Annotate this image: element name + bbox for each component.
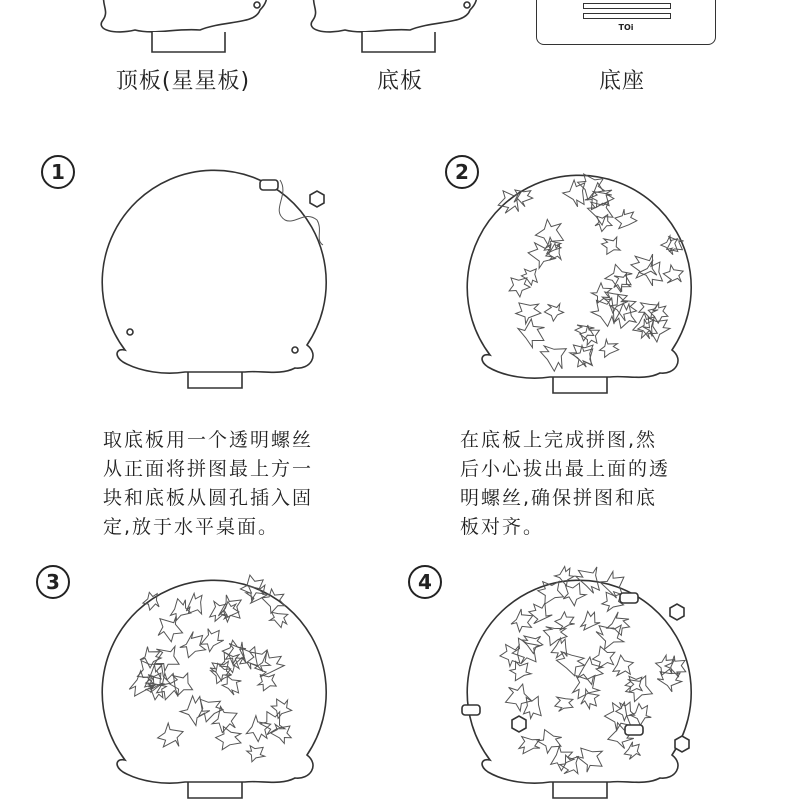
globe-base-tab — [188, 372, 242, 388]
part-label-bottom-board: 底板 — [376, 69, 423, 94]
step-1-description — [103, 426, 343, 542]
globe-base-tab — [188, 782, 242, 798]
desc-line: 板对齐。 — [460, 516, 545, 538]
globe-base-tab — [553, 377, 607, 393]
step-1-globe-illustration — [95, 150, 335, 400]
mount-hole — [127, 329, 133, 335]
mount-hole — [292, 347, 298, 353]
nut-icon — [675, 736, 689, 752]
step-2-globe-illustration — [460, 155, 700, 405]
base-slot-2 — [583, 13, 671, 19]
nut-icon — [310, 191, 324, 207]
globe-outline — [102, 170, 326, 373]
screw-icon — [620, 593, 638, 603]
screw-icon — [260, 180, 278, 190]
desc-line: 后小心拔出最上面的透 — [460, 458, 671, 480]
base-stamp: TOi — [618, 23, 634, 32]
part-label-top-board: 顶板(星星板) — [115, 69, 251, 94]
bottom-board-illustration — [305, 0, 485, 60]
top-board-illustration — [95, 0, 275, 60]
step-number-2: 2 — [445, 155, 479, 189]
base-illustration — [536, 0, 716, 45]
desc-line: 取底板用一个透明螺丝 — [103, 429, 314, 451]
nut-icon — [512, 716, 526, 732]
nut-icon — [670, 604, 684, 620]
step-2-description — [460, 426, 700, 542]
desc-line: 定,放于水平桌面。 — [103, 516, 280, 538]
globe-base-tab — [553, 782, 607, 798]
desc-line: 从正面将拼图最上方一 — [103, 458, 314, 480]
desc-line: 明螺丝,确保拼图和底 — [460, 487, 658, 509]
desc-line: 块和底板从圆孔插入固 — [103, 487, 314, 509]
part-label-base: 底座 — [598, 69, 645, 94]
step-number-3: 3 — [36, 565, 70, 599]
step-number-4: 4 — [408, 565, 442, 599]
step-4-globe-illustration — [460, 560, 700, 810]
base-slot-1 — [583, 3, 671, 9]
desc-line: 在底板上完成拼图,然 — [460, 429, 658, 451]
step-3-globe-illustration — [95, 560, 335, 810]
screw-icon — [625, 725, 643, 735]
screw-icon — [462, 705, 480, 715]
step-number-1: 1 — [41, 155, 75, 189]
